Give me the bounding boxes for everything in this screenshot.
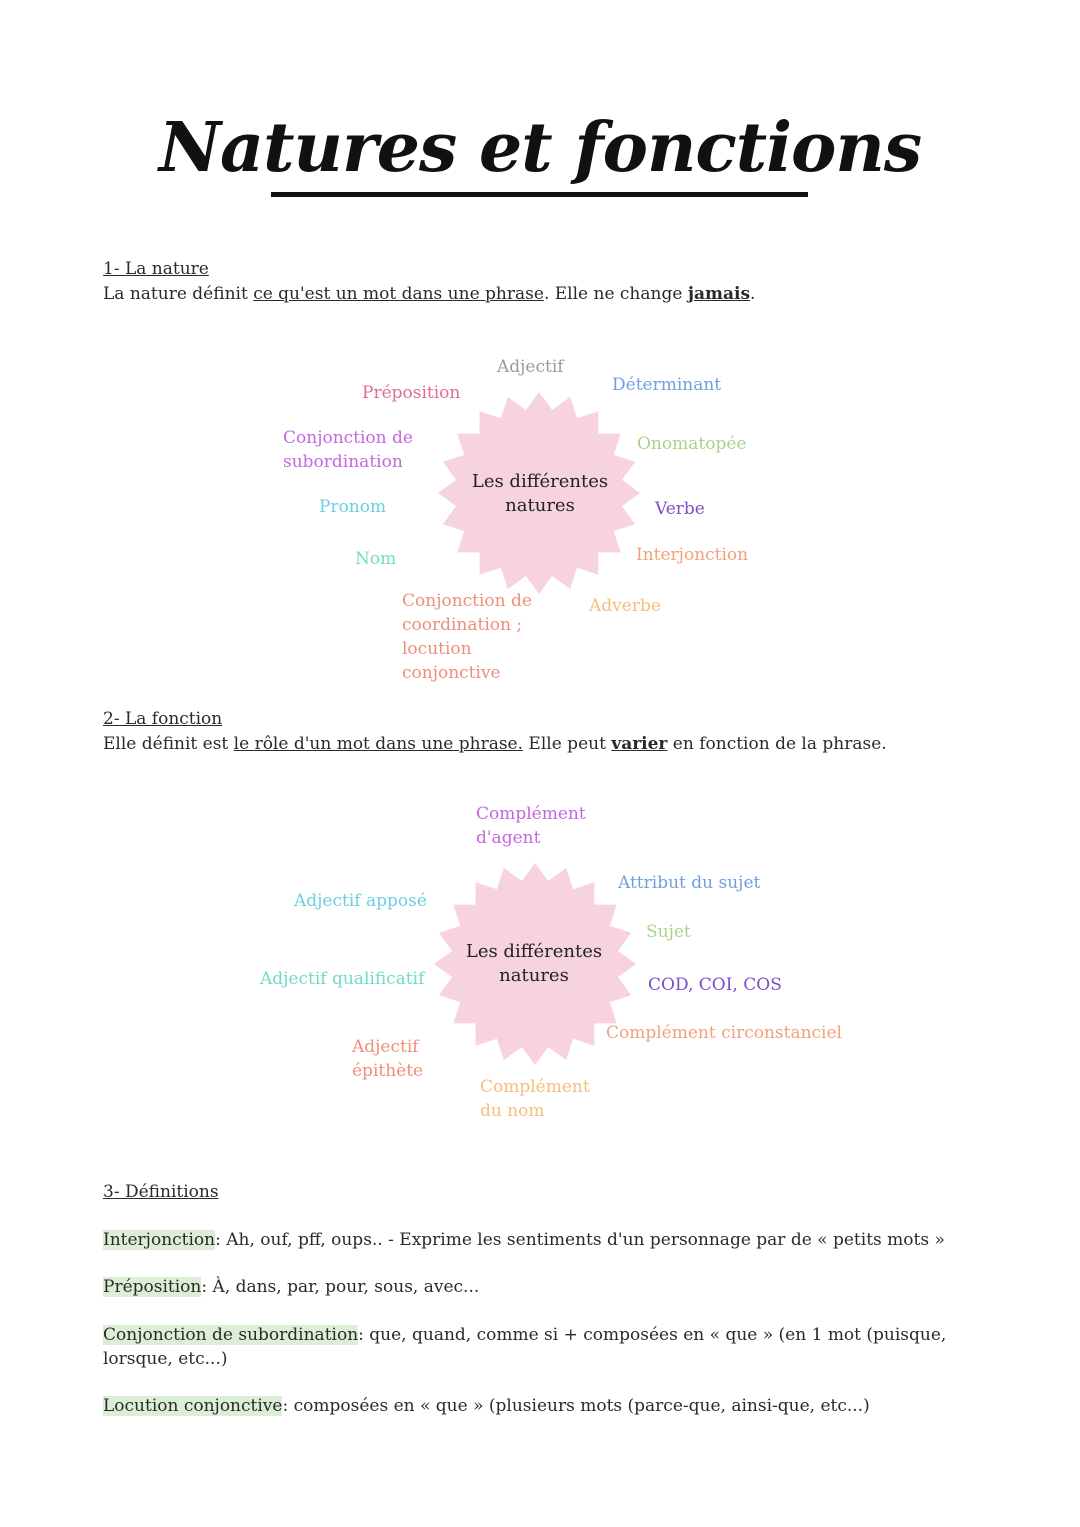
fonction-label-complement-agent: Complément d'agent <box>476 804 586 848</box>
nature-label-onomatopee: Onomatopée <box>637 434 747 454</box>
definition-item: Préposition: À, dans, par, pour, sous, avec... <box>103 1277 480 1297</box>
nature-label-pronom: Pronom <box>319 497 387 517</box>
section-2-text: Elle définit est le rôle d'un mot dans une phrase. Elle peut varier en fonction de la phrase. <box>103 734 887 754</box>
definition-term: Interjonction <box>103 1230 216 1250</box>
fonction-label-complement-circonstanciel: Complément circonstanciel <box>606 1023 842 1043</box>
nature-label-determinant: Déterminant <box>612 375 722 395</box>
definition-term: Locution conjonctive <box>103 1396 283 1416</box>
definition-item: Conjonction de subordination: que, quand, comme si + composées en « que » (en 1 mot (puisque, lorsque, etc...) <box>103 1325 947 1369</box>
nature-label-interjonction: Interjonction <box>636 545 749 565</box>
fonction-label-adjectif-appose: Adjectif apposé <box>294 891 427 911</box>
fonction-label-attribut-sujet: Attribut du sujet <box>618 873 761 893</box>
section-1-heading: 1- La nature <box>103 259 209 279</box>
fonction-label-adjectif-epithete: Adjectif épithète <box>352 1037 424 1081</box>
title-underline <box>271 192 808 197</box>
nature-label-verbe: Verbe <box>655 499 705 519</box>
nature-label-adjectif: Adjectif <box>497 357 564 377</box>
definition-term: Préposition <box>103 1277 202 1297</box>
definition-item: Interjonction: Ah, ouf, pff, oups.. - Exprime les sentiments d'un personnage par de « petits mots » <box>103 1230 945 1250</box>
diagram-2-center-label: Les différentes natures <box>465 941 603 986</box>
definition-item: Locution conjonctive: composées en « que » (plusieurs mots (parce-que, ainsi-que, etc...) <box>103 1396 870 1416</box>
nature-label-preposition: Préposition <box>362 383 461 403</box>
fonction-label-adjectif-qualificatif: Adjectif qualificatif <box>260 969 425 989</box>
nature-label-adverbe: Adverbe <box>589 596 661 616</box>
section-2-heading: 2- La fonction <box>103 709 223 729</box>
section-1-text: La nature définit ce qu'est un mot dans une phrase. Elle ne change jamais. <box>103 284 756 304</box>
fonction-label-cod-coi-cos: COD, COI, COS <box>648 975 782 995</box>
definition-term: Conjonction de subordination <box>103 1325 359 1345</box>
nature-label-conjonction-subordination: Conjonction de subordination <box>283 428 413 472</box>
fonction-label-sujet: Sujet <box>646 922 691 942</box>
nature-label-nom: Nom <box>355 549 397 569</box>
fonction-label-complement-nom: Complément du nom <box>480 1077 590 1121</box>
diagram-1-center-label: Les différentes natures <box>471 471 609 516</box>
nature-label-conjonction-coordination: Conjonction de coordination ; locution conjonctive <box>402 591 532 683</box>
page-title: Natures et fonctions <box>158 108 922 188</box>
section-3-heading: 3- Définitions <box>103 1182 219 1202</box>
